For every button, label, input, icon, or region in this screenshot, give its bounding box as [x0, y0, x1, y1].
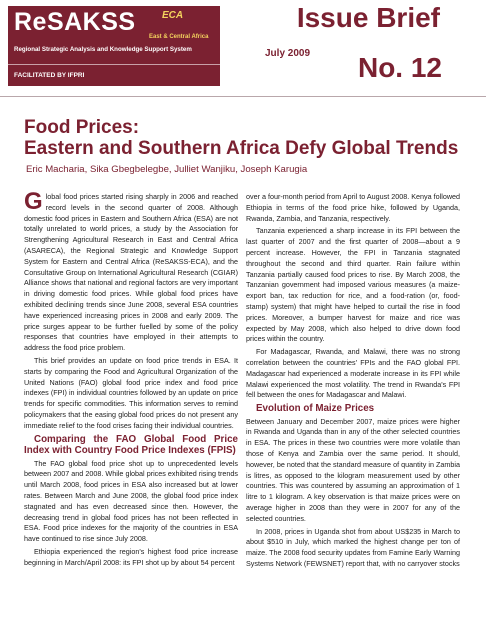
header [0, 0, 486, 94]
logo-title: ReSAKSS [14, 8, 136, 36]
paragraph: Ethiopia experienced the region's highest food price increase beginning in March/April 2008: its FPI shot up by about 54 percent [24, 546, 238, 567]
header-divider [0, 96, 486, 97]
intro-paragraph [24, 188, 238, 354]
title-line-1: Food Prices: [24, 117, 140, 138]
section-heading: Evolution of Maize Prices [256, 403, 375, 415]
logo-divider [8, 64, 220, 65]
logo-eca-subtitle: East & Central Africa [149, 34, 209, 40]
paragraph: For Madagascar, Rwanda, and Malawi, there was no strong correlation between the countries' FPIs and the FAO global FPI. Madagascar had experienced a moderate increase in its FPI while Malawi experienced the most volatility. The trend in Rwanda's FPI fell between the ones for Madagascar and Malawi. [246, 347, 460, 400]
paragraph: This brief provides an update on food price trends in ESA. It starts by comparing the Food and Agricultural Organization of the United Nations (FAO) global food price index and food price indexes (FPI) in individual countries followed by an update on price trends for specific commodities. This information serves to remind policymakers that the easing global food prices do not present any immediate relief to the food crises facing their individual countries. [24, 355, 238, 430]
title-line-2: Eastern and Southern Africa Defy Global Trends [24, 138, 459, 159]
drop-cap: G [24, 188, 43, 215]
paragraph: The FAO global food price shot up to unprecedented levels between 2007 and 2008. While global prices exhibited rising trends until March 2008, food prices in ESA also increased but at lower rates. Between March and June 2008, the global food price index stagnated and has even decreased since then. However, the decreasing trend in global food prices has not been reflected in ESA. Food price indexes for the majority of the countries in ESA have continued to rise since July 2008. [24, 458, 238, 544]
authors: Eric Macharia, Sika Gbegbelegbe, Julliet Wanjiku, Joseph Karugia [26, 164, 308, 175]
paragraph: Between January and December 2007, maize prices were higher in Rwanda and Uganda than in any of the other selected countries in ESA. The prices in these two countries were more volatile than those of Kenya and Zambia over the same period. It should, however, be noted that the standard measure of quantity in Zambia is litres, as opposed to the kilogram measurement used by other countries. This was countered by assuming an approximation of 1 litre to 1 kilogram. A key observation is that maize prices were on average higher in 2008 than they were in 2007 for any of the selected countries. [246, 416, 460, 523]
issue-number: No. 12 [357, 52, 442, 83]
logo-facilitated: FACILITATED BY IFPRI [14, 72, 85, 79]
logo-eca: ECA [162, 10, 184, 21]
intro-text: lobal food prices started rising sharply in 2006 and reached record levels in the second quarter of 2008. Although domestic food prices in Eastern and Southern Africa (ESA) are not totally unrelated to world prices, a study by the Association for Strengthening Agricultural Research in East and Central Africa (ASARECA), the Regional Strategic and Knowledge Support System for Eastern and Central Africa (ReSAKSS-ECA), and the Consultative Group on International Agricultural Research (CGIAR) Alliance shows that national and regional factors are very important in driving domestic food prices. While global food prices have exhibited declining trends since June 2008, several ESA countries have experienced increasing prices in 2008 and early 2009. The price surges appear to be further fuelled by some of the policy responses that countries have employed in their attempts to address the food price problem. [24, 192, 238, 353]
right-column [246, 192, 460, 570]
article-title [24, 117, 474, 159]
paragraph: In 2008, prices in Uganda shot from about US$235 in March to about $510 in July, which marked the highest change per ton of maize. The 2008 food security updates from Famine Early Warning Systems Network (FEWSNET) report that, with no carryover stocks [246, 526, 460, 568]
section-heading: Comparing the FAO Global Food Price Index with Country Food Price Indexes (FPIS) [24, 433, 238, 457]
resakss-logo [8, 6, 220, 86]
paragraph: over a four-month period from April to August 2008. Kenya followed Ethiopia in terms of the food price hike, followed by Uganda, Rwanda, Zambia, and Tanzania, respectively. [246, 192, 460, 223]
left-column [24, 188, 238, 569]
issue-date: July 2009 [265, 48, 311, 59]
paragraph: Tanzania experienced a sharp increase in its FPI between the last quarter of 2007 and the first quarter of 2008—about a 9 percent increase. However, the FPI in Tanzania stagnated throughout the second and third quarter. Rain failure within Tanzania partially caused food prices to rise. By March 2008, the Tanzanian government had imposed various measures (a maize-export ban, tax reduction for rice, and a food-ration (or, food-stamp) system) that might have helped to curtail the rise in food prices. Moreover, a bumper harvest for maize and rice was expected by May 2008, which also helped to drive down food prices within the country. [246, 226, 460, 344]
logo-tagline: Regional Strategic Analysis and Knowledge Support System [14, 46, 192, 53]
issue-brief-label: Issue Brief [296, 2, 440, 33]
